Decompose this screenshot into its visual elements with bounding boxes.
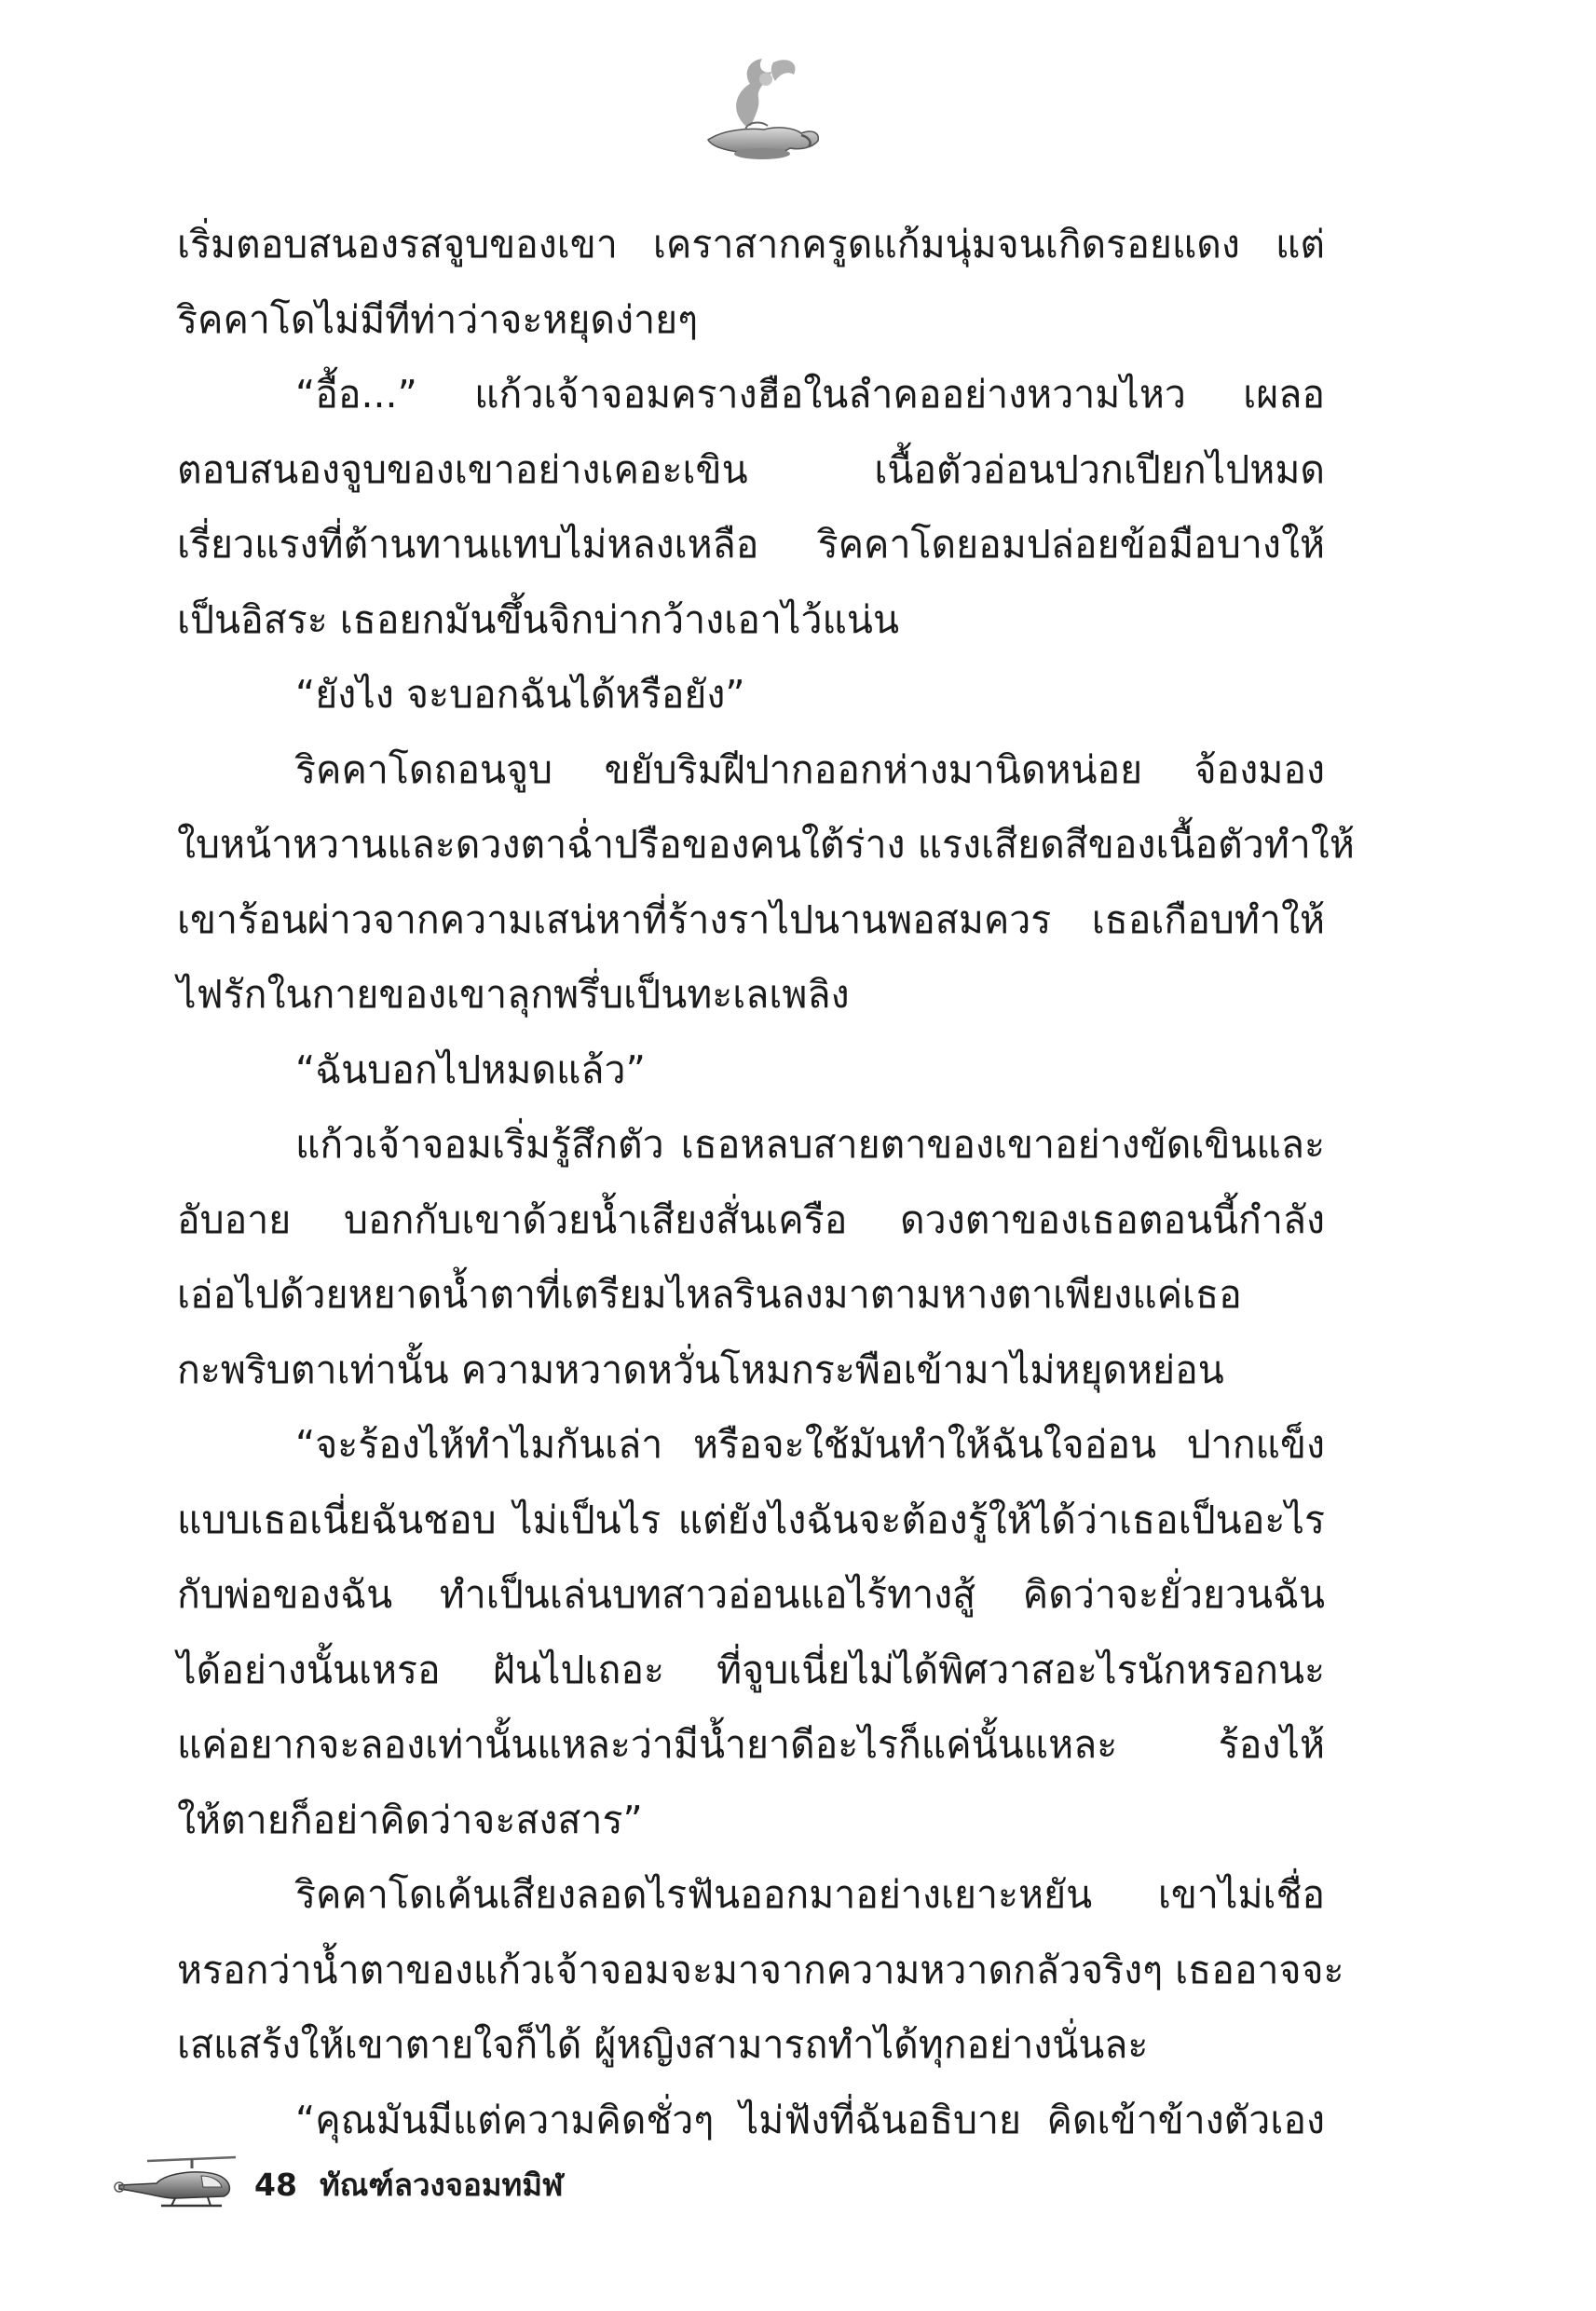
text-line: “คุณมันมีแต่ความคิดชั่วๆ ไม่ฟังที่ฉันอธิบาย คิดเข้าข้างตัวเอง bbox=[295, 2097, 1325, 2142]
genie-lamp-icon bbox=[689, 51, 829, 172]
text-line: กับพ่อของฉัน ทำเป็นเล่นบทสาวอ่อนแอไร้ทางสู้ คิดว่าจะยั่วยวนฉัน bbox=[177, 1572, 1325, 1617]
text-line: ให้ตายก็อย่าคิดว่าจะสงสาร” bbox=[177, 1797, 643, 1842]
text-line: แบบเธอเนี่ยฉันชอบ ไม่เป็นไร แต่ยังไงฉันจะต้องรู้ให้ได้ว่าเธอเป็นอะไร bbox=[177, 1497, 1325, 1542]
text-line: ใบหน้าหวานและดวงตาฉ่ำปรือของคนใต้ร่าง แรงเสียดสีของเนื้อตัวทำให้ bbox=[177, 822, 1355, 867]
page-number: 48 bbox=[254, 2167, 297, 2203]
text-line: ได้อย่างนั้นเหรอ ฝันไปเถอะ ที่จูบเนี่ยไม่ได้พิศวาสอะไรนักหรอกนะ bbox=[177, 1647, 1325, 1692]
body-text bbox=[177, 207, 1355, 2154]
text-line: “ยังไง จะบอกฉันได้หรือยัง” bbox=[295, 672, 745, 717]
text-line: หรอกว่าน้ำตาของแก้วเจ้าจอมจะมาจากความหวาดกลัวจริงๆ เธออาจจะ bbox=[177, 1947, 1344, 1992]
text-line: อับอาย บอกกับเขาด้วยน้ำเสียงสั่นเครือ ดวงตาของเธอตอนนี้กำลัง bbox=[177, 1197, 1325, 1242]
text-line: กะพริบตาเท่านั้น ความหวาดหวั่นโหมกระพือเข้ามาไม่หยุดหย่อน bbox=[177, 1347, 1224, 1392]
text-line: เอ่อไปด้วยหยาดน้ำตาที่เตรียมไหลรินลงมาตามหางตาเพียงแค่เธอ bbox=[177, 1272, 1242, 1317]
text-line: “ฉันบอกไปหมดแล้ว” bbox=[295, 1046, 646, 1092]
text-line: เรี่ยวแรงที่ต้านทานแทบไม่หลงเหลือ ริคคาโดยอมปล่อยข้อมือบางให้ bbox=[177, 522, 1325, 567]
text-line: “จะร้องไห้ทำไมกันเล่า หรือจะใช้มันทำให้ฉันใจอ่อน ปากแข็ง bbox=[295, 1422, 1325, 1467]
text-line: แก้วเจ้าจอมเริ่มรู้สึกตัว เธอหลบสายตาของเขาอย่างขัดเขินและ bbox=[295, 1122, 1325, 1167]
helicopter-icon bbox=[110, 2148, 240, 2222]
text-line: เขาร้อนผ่าวจากความเสน่หาที่ร้างราไปนานพอสมควร เธอเกือบทำให้ bbox=[177, 896, 1325, 942]
text-line: ริคคาโดถอนจูบ ขยับริมฝีปากออกห่างมานิดหน่อย จ้องมอง bbox=[295, 746, 1325, 792]
book-title: ทัณฑ์ลวงจอมทมิฬ bbox=[320, 2167, 564, 2203]
text-line: ตอบสนองจูบของเขาอย่างเคอะเขิน เนื้อตัวอ่อนปวกเปียกไปหมด bbox=[177, 446, 1325, 492]
text-line: ริคคาโดเค้นเสียงลอดไรฟันออกมาอย่างเยาะหยัน เขาไม่เชื่อ bbox=[295, 1872, 1325, 1917]
text-line: “อื้อ...” แก้วเจ้าจอมครางฮือในลำคออย่างหวามไหว เผลอ bbox=[295, 372, 1325, 417]
text-line: เป็นอิสระ เธอยกมันขึ้นจิกบ่ากว้างเอาไว้แน่น bbox=[177, 596, 899, 642]
text-line: ไฟรักในกายของเขาลุกพรึ่บเป็นทะเลเพลิง bbox=[177, 972, 850, 1017]
text-line: แค่อยากจะลองเท่านั้นแหละว่ามีน้ำยาดีอะไรก็แค่นั้นแหละ ร้องไห้ bbox=[177, 1722, 1325, 1767]
text-line: เริ่มตอบสนองรสจูบของเขา เคราสากครูดแก้มนุ่มจนเกิดรอยแดง แต่ bbox=[177, 222, 1325, 267]
text-line: เสแสร้งให้เขาตายใจก็ได้ ผู้หญิงสามารถทำได้ทุกอย่างนั่นละ bbox=[177, 2022, 1149, 2067]
page-footer bbox=[110, 2148, 762, 2222]
text-line: ริคคาโดไม่มีทีท่าว่าจะหยุดง่ายๆ bbox=[177, 296, 699, 342]
